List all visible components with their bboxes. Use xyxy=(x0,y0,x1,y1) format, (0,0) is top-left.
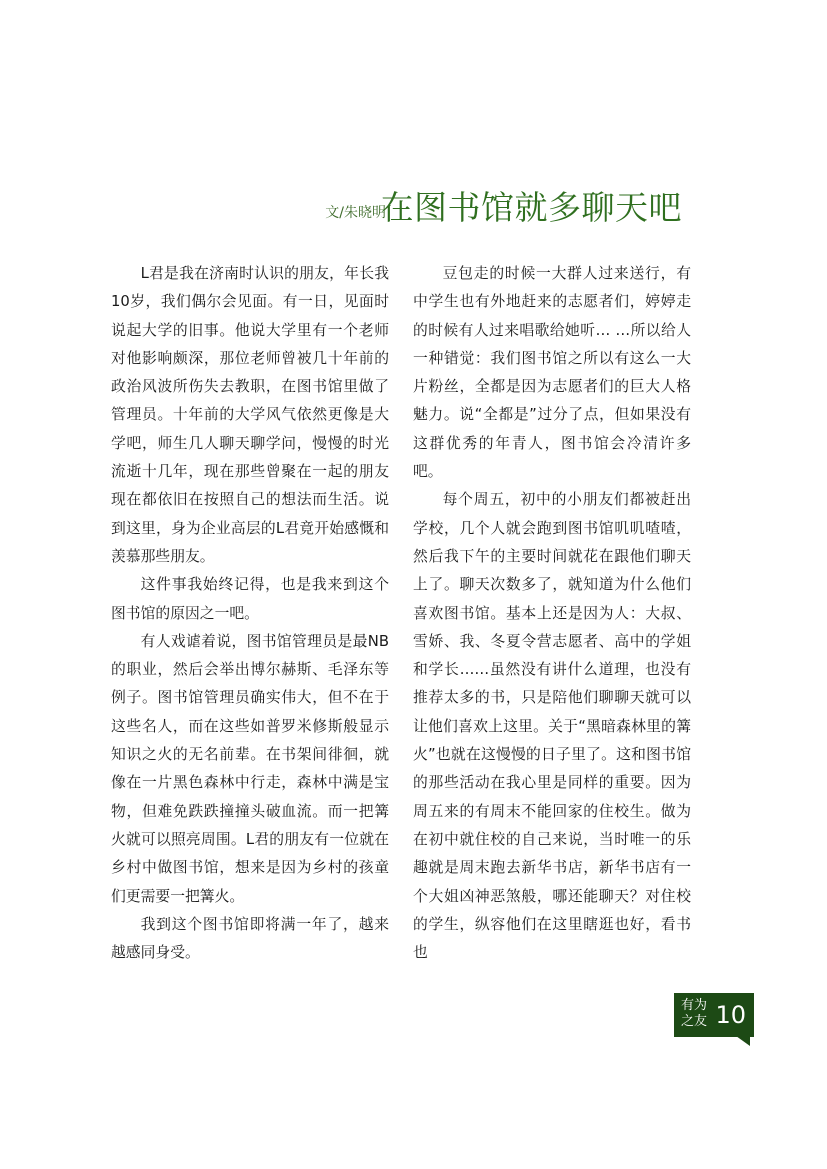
page-number-badge xyxy=(674,993,754,1037)
article-column-left xyxy=(111,260,389,967)
paragraph: 有人戏谑着说，图书馆管理员是最NB的职业，然后会举出博尔赫斯、毛泽东等例子。图书馆管理员确实伟大，但不在于这些名人，而在这些如普罗米修斯般显示知识之火的无名前辈。在书架间徘徊，就像在一片黑色森林中行走，森林中满是宝物，但难免跌跌撞撞头破血流。而一把篝火就可以照亮周围。L君的朋友有一位就在乡村中做图书馆，想来是因为乡村的孩童们更需要一把篝火。 xyxy=(111,632,389,905)
page-number: 10 xyxy=(715,1001,746,1029)
article-title: 在图书馆就多聊天吧 xyxy=(380,188,682,227)
magazine-label: 有为之友 xyxy=(681,998,708,1029)
paragraph: 豆包走的时候一大群人过来送行，有中学生也有外地赶来的志愿者们，婷婷走的时候有人过来唱歌给她听… …所以给人一种错觉：我们图书馆之所以有这么一大片粉丝，全都是因为志愿者们的巨大人格魅力。说“全都是”过分了点，但如果没有这群优秀的年青人，图书馆会冷清许多吧。 xyxy=(413,265,691,481)
paragraph: 每个周五，初中的小朋友们都被赶出学校，几个人就会跑到图书馆叽叽喳喳，然后我下午的主要时间就花在跟他们聊天上了。聊天次数多了，就知道为什么他们喜欢图书馆。基本上还是因为人：大叔、雪娇、我、冬夏令营志愿者、高中的学姐和学长……虽然没有讲什么道理，也没有推荐太多的书，只是陪他们聊聊天就可以让他们喜欢上这里。关于“黑暗森林里的篝火”也就在这慢慢的日子里了。这和图书馆的那些活动在我心里是同样的重要。因为周五来的有周末不能回家的住校生。做为在初中就住校的自己来说，当时唯一的乐趣就是周末跑去新华书店，新华书店有一个大姐凶神恶煞般，哪还能聊天？对住校的学生，纵容他们在这里瞎逛也好，看书也 xyxy=(413,491,691,962)
paragraph: 这件事我始终记得，也是我来到这个图书馆的原因之一吧。 xyxy=(111,576,389,622)
article-header xyxy=(250,186,682,230)
article-column-right xyxy=(413,260,691,967)
paragraph: 我到这个图书馆即将满一年了，越来越感同身受。 xyxy=(111,915,389,962)
paragraph: L君是我在济南时认识的朋友，年长我10岁，我们偶尔会见面。有一日，见面时说起大学的旧事。他说大学里有一个老师对他影响颇深，那位老师曾被几十年前的政治风波所伤失去教职，在图书馆里做了管理员。十年前的大学风气依然更像是大学吧，师生几人聊天聊学问，慢慢的时光流逝十几年，现在那些曾聚在一起的朋友现在都依旧在按照自己的想法而生活。说到这里，身为企业高层的L君竟开始感慨和羡慕那些朋友。 xyxy=(111,265,389,565)
author-byline: 文/朱晓明 xyxy=(325,205,386,221)
